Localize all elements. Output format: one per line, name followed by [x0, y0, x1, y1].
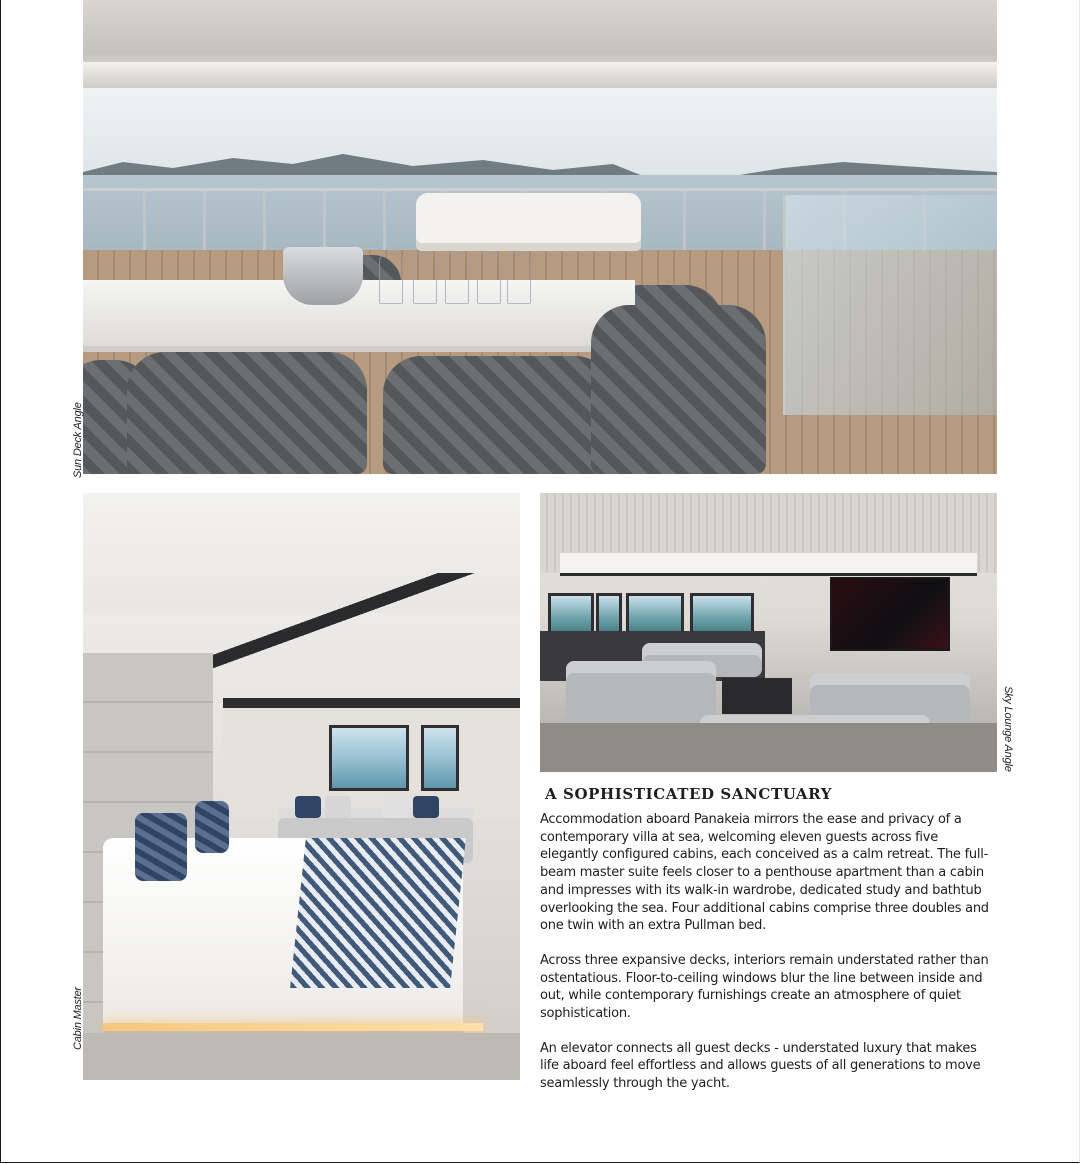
wine-glass	[445, 252, 469, 304]
article-paragraph: An elevator connects all guest decks - understated luxury that makes life aboard feel effortless and allows guests of all generations to move seamlessly through the yacht.	[540, 1040, 981, 1092]
sky-lounge-photo	[540, 493, 997, 772]
wine-glass	[379, 252, 403, 304]
wine-glass	[507, 252, 531, 304]
ceiling-cove	[560, 553, 977, 576]
dining-table	[83, 280, 635, 352]
cabin-master-caption: Cabin Master	[72, 986, 84, 1050]
sofa-cushion	[413, 796, 439, 818]
bed-throw	[290, 838, 466, 988]
coffee-table	[722, 678, 792, 714]
sun-deck-caption: Sun Deck Angle	[72, 402, 84, 478]
television	[830, 577, 950, 651]
glass-staircase	[783, 195, 997, 415]
bed-pillow	[135, 813, 187, 881]
bed-pillow	[195, 801, 229, 853]
article-paragraph: Across three expansive decks, interiors remain understated rather than ostentatious. Floor-to-ceiling windows blur the line between inside and out, while contemporary furnishings create an atmosphere of quiet sophistication.	[540, 952, 989, 1022]
champagne-bucket	[283, 247, 363, 305]
cabin-master-photo	[83, 493, 520, 1080]
under-bed-light	[103, 1023, 483, 1031]
article-paragraph: Accommodation aboard Panakeia mirrors the ease and privacy of a contemporary villa at sea, welcoming eleven guests across five elegantly configured cabins, each conceived as a calm retreat. The full-beam master suite feels closer to a penthouse apartment than a cabin and impresses with its walk-in wardrobe, dedicated study and bathtub overlooking the sea. Four additional cabins comprise three doubles and one twin with an extra Pullman bed.	[540, 812, 989, 934]
sky-lounge-caption: Sky Lounge Angle	[1002, 686, 1014, 772]
rope-chair	[127, 352, 367, 474]
sofa-cushion	[383, 796, 409, 818]
canopy-edge	[83, 62, 997, 88]
sun-deck-photo	[83, 0, 997, 474]
cabin-window	[329, 725, 409, 791]
sofa-cushion	[295, 796, 321, 818]
rope-chair	[383, 356, 613, 474]
carpet	[83, 1033, 520, 1080]
cabin-window	[421, 725, 459, 791]
wine-glass	[413, 252, 437, 304]
floor	[540, 723, 997, 772]
wine-glass	[477, 252, 501, 304]
article-title: A SOPHISTICATED SANCTUARY	[545, 785, 833, 803]
rope-chair	[591, 305, 766, 474]
sofa-cushion	[325, 796, 351, 818]
jacuzzi	[416, 193, 641, 251]
article-body	[540, 811, 992, 1110]
